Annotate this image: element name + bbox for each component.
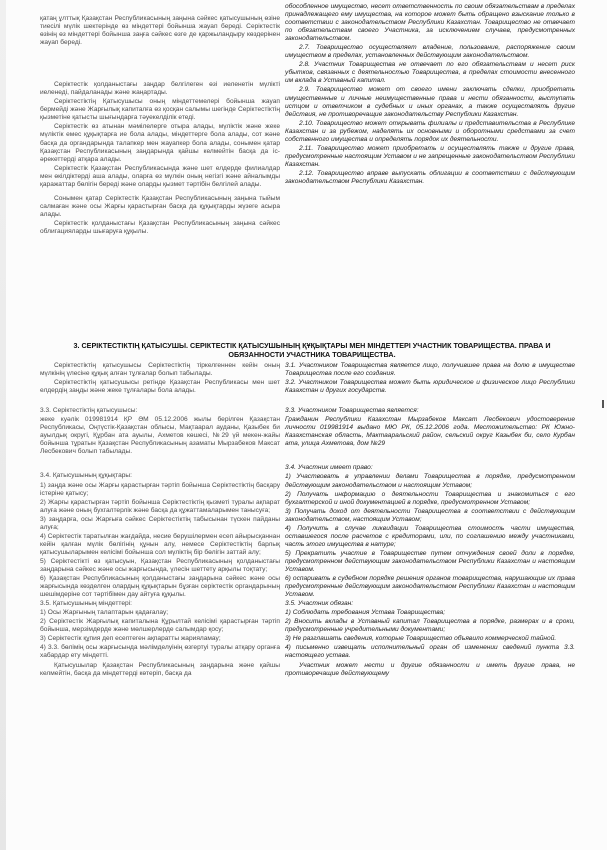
left-column-bottom: [40, 362, 280, 679]
ru-paragraph: 2.10. Товарищество может открывать филиалы и представительства в Республике Казахстан и за рубежом, наделять их основными и оборотными средствами за счет собственного имущества и определять порядок их деятельности.: [285, 119, 575, 143]
ru-list-item: 4) письменно извещать исполнительный орган об изменении сведений пункта 3.3. настоящего устава.: [285, 644, 575, 660]
ru-list-item: 4) Получить в случае ликвидации Товарищества стоимость части имущества, оставшегося после расчетов с кредиторами, или, по соглашению между участниками, часть этого имущества в натуре;: [285, 524, 575, 548]
right-column-bottom: [285, 362, 575, 679]
ru-paragraph: 2.8. Участник Товарищества не отвечает по его обязательствам и несет риск убытков, связанных с деятельностью Товарищества, в пределах стоимости внесенного им вклада в Уставный капитал.: [285, 61, 575, 85]
ru-paragraph: 3.5. Участник обязан:: [285, 600, 354, 608]
left-column-top: [40, 15, 280, 237]
ru-paragraph: 3.1. Участником Товарищества является лицо, получившее права на долю в имуществе Товарищества после его создания.: [285, 362, 575, 378]
ru-list-item: 1) Соблюдать требования Устава Товарищества;: [285, 609, 446, 617]
ru-list-item: 1) Участвовать в управлении делами Товарищества в порядке, предусмотренном действующим законодательством и настоящим Уставом;: [285, 473, 575, 489]
kz-list-item: 6) Қазақстан Республикасының қолданыстағы заңдарына сәйкес және осы жарғысында көзделген олардың құқықтарын бұзған серіктестік органдарының шешімдеріне сот тәртібімен дау айтуға құқылы.: [40, 575, 280, 599]
ru-list-item: 2) Получать информацию о деятельности Товарищества и знакомиться с его бухгалтерской и иной документацией в порядке, предусмотренном Уставом;: [285, 490, 575, 506]
kz-paragraph: қатаң ұлттық Қазақстан Республикасының заңына сәйкес қатысушының өзіне тиесілі мүлік шектерінде өз міндеттері бойынша жауап береді. Серіктестік өзінің өз міндеттері бойынша заңға сәйкес өзге де қаржыландыру көздерінен жауап береді.: [40, 15, 280, 47]
kz-paragraph: Серіктестік Қазақстан Республикасында және шет елдерде филиалдар мен өкілдіктерді аша алады, оларға өз мүлкін оның негізгі және айналымды қаражаттар бөлігін береді және оларды қызмет тәртібін белгілей алады.: [40, 164, 280, 188]
ru-paragraph: 2.11. Товарищество может приобретать и осуществлять также и другие права, предусмотренные настоящим Уставом и не запрещенные законодательством Республики Казахстан.: [285, 144, 575, 168]
kz-paragraph: Сонымен қатар Серіктестік Қазақстан Республикасының заңына тыйым салмаған және осы Жарғы қарастырған басқа да құқықтарды жүзеге асыра алады.: [40, 194, 280, 218]
kz-list-item: 5) Серіктестікті өз қатысуын, Қазақстан Республикасының қолданыстағы заңдарына сәйкес және осы жарғысында, үлесін шеттету арқылы тоқтату;: [40, 557, 280, 573]
ru-list-item: 2) Вносить вклады в Уставный капитал Товарищества в порядке, размерах и в сроки, предусмотренные учредительными документами;: [285, 618, 575, 634]
kz-paragraph: Серіктестіктің қатысушысы Серіктестіктің тіркелгеннен кейін оның мүлкінің үлесіне құқық алған тұлғалар болып табылады.: [40, 362, 280, 378]
kz-list-item: 1) Осы Жарғының талаптарын қадағалау;: [40, 609, 169, 617]
kz-paragraph: Серіктестіктің қатысушысы ретінде Қазақстан Республикасы мен шет елдердің заңды және жеке тұлғалары бола алады.: [40, 379, 280, 395]
ru-paragraph: 2.9. Товарищество может от своего имени заключать сделки, приобретать имущественные и личные неимущественные права и нести обязанности, выступать истцом и ответчиком в судебных и иных органах, а также осуществлять другие действия, не противоречащие законодательству Республики Казахстан.: [285, 86, 575, 118]
kz-list-item: 2) Жарғы қарастырған тәртіп бойынша Серіктестіктің қызметі туралы ақпарат алуға және оның бухгалтерлік және басқа да құжаттамаларымен танысуға;: [40, 498, 280, 514]
ru-paragraph: обособленное имущество, несет ответственность по своим обязательствам в пределах принадлежащего ему имущества, на которое может быть обращено взыскание только в соответствии с законодательством Республики Казахстан. Товарищество не отвечает по обязательствам своего Участника, за исключением случаев, предусмотренных законодательством.: [285, 3, 575, 43]
kz-paragraph: 3.3. Серіктестіктің қатысушысы:: [40, 407, 138, 415]
kz-list-item: 2) Серіктестік Жарғылық капиталына Құрылтай келісімі қарастырған тәртіп бойынша, мерзімдерде және мөлшерлерде салымдар қосу;: [40, 618, 280, 634]
ru-paragraph: 3.3. Участником Товарищества является:: [285, 407, 419, 415]
ru-list-item: 6) оспаривать в судебном порядке решения органов товарищества, нарушающие их права предусмотренные действующим законодательством Республики Казахстан и настоящим Уставом.: [285, 575, 575, 599]
kz-paragraph: Серіктестік қолданыстағы заңдар белгілеген өзі иеленетін мүлікті иеленеді, пайдаланады және жаңартады.: [40, 81, 280, 97]
kz-paragraph: Серіктестіктің Қатысушысы оның міндеттемелері бойынша жауап бермейді және Жарғылық капиталға өз қосқан салымы шегінде Серіктестіктің қызметіне қатысты шығындарға тәуекелділік етеді.: [40, 98, 280, 122]
kz-list-item: 1) заңда және осы Жарғы қарастырған тәртіп бойынша Серіктестіктің басқару істеріне қатысу;: [40, 481, 280, 497]
kz-list-item: 3) Серіктестік құпия деп есептеген ақпаратты жарияламау;: [40, 635, 221, 643]
right-column-top: [285, 3, 575, 187]
ru-paragraph: Гражданин Республики Казахстан Мырзабеков Максат Лесбекович удостоверение личности 019981914 выдано МЮ РК, 05.12.2006 года. Местожительство: РК Южно-Казахстанская область, Мактааральский район, сельский округ Казыбек би, село Курбан ата, улица Ахметова, дом №29: [285, 416, 575, 448]
ru-paragraph: 3.4. Участник имеет право:: [285, 464, 373, 472]
ru-list-item: 5) Прекратить участие в Товариществе путем отчуждения своей доли в порядке, предусмотренном действующим законодательством Республики Казахстан и настоящим Уставом.: [285, 549, 575, 573]
margin-mark: [602, 400, 604, 408]
ru-paragraph: 2.7. Товарищество осуществляет владение, пользование, распоряжение своим имуществом в пределах, установленных действующим законодательством.: [285, 44, 575, 60]
scan-edge: [0, 0, 6, 850]
section-header: 3. СЕРІКТЕСТІКТІҢ ҚАТЫСУШЫ. СЕРІКТЕСТІК ҚАТЫСУШЫНЫҢ ҚҰҚЫҚТАРЫ МЕН МІНДЕТТЕРІ УЧАСТНИК ТОВАРИЩЕСТВА. ПРАВА И ОБЯЗАННОСТИ УЧАСТНИКА ТОВАРИЩЕСТВА.: [73, 341, 551, 359]
kz-paragraph: Қатысушылар Қазақстан Республикасының заңдарына және қайшы келмейтін, басқа да міндеттерді көтеріп, басқа да: [40, 661, 280, 677]
kz-paragraph: 3.4. Қатысушының құқықтары:: [40, 472, 132, 480]
kz-list-item: 4) 3.3. бөлімің осы жарғысында мәлімделуінің өзгертуі туралы атқару органға хабардар ету міндетті.: [40, 644, 280, 660]
kz-paragraph: Серіктестік өз атынан мәмілелерге отыра алады, мүліктік және жеке мүліктік емес құқықтарға ие бола алады, міндеттерге бола алады, сот және басқа да органдарында талапкер мен жауапкер бола алады, сонымен қатар Қазақстан Республикасының заңдарында қайшы келмейтін басқа да іс-әрекеттерді атқара алады.: [40, 123, 280, 163]
ru-paragraph: Участник может нести и другие обязанности и иметь другие права, не противоречащие действующему: [285, 661, 575, 677]
kz-paragraph: жеке куәлік 019981914 ҚР ӘМ 05.12.2006 жылы берілген Қазақстан Республикасы, Оңтүстік-Қазақстан облысы, Мақтаарал ауданы, Қазыбек би ауылдық округі, Құрбан ата ауылы, Ахметов көшесі, №29 үй мекен-жайы бойынша тұратын Қазақстан Республикасының азаматы Мырзабеков Максат Лесбекович болып табылады.: [40, 416, 280, 456]
kz-list-item: 3) заңдарға, осы Жарғыға сәйкес Серіктестіктің табысынан түскен пайданы алуға;: [40, 515, 280, 531]
kz-list-item: 4) Серіктестік таратылған жағдайда, несие берушілермен есеп айырысқаннан кейін қалған мүлік бөлігінің құнын алу, немесе Серіктестіктің барлық қатысушыларымен келісімі бойынша сол мүліктің бір бөлігін заттай алу;: [40, 532, 280, 556]
ru-paragraph: 3.2. Участником Товарищества может быть юридическое и физическое лицо Республики Казахстан и других государств.: [285, 379, 575, 395]
ru-paragraph: 2.12. Товарищество вправе выпускать облигации в соответствии с действующим законодательством Республики Казахстан.: [285, 169, 575, 185]
kz-paragraph: 3.5. Қатысушының міндеттері:: [40, 600, 132, 608]
ru-list-item: 3) Получать доход от деятельности Товарищества в соответствии с действующим законодательством, настоящим Уставом;: [285, 507, 575, 523]
ru-list-item: 3) Не разглашать сведения, которые Товарищество объявило коммерческой тайной.: [285, 635, 557, 643]
kz-paragraph: Серіктестік қолданыстағы Қазақстан Республикасының заңына сәйкес облигацияларды шығаруға құқылы.: [40, 219, 280, 235]
